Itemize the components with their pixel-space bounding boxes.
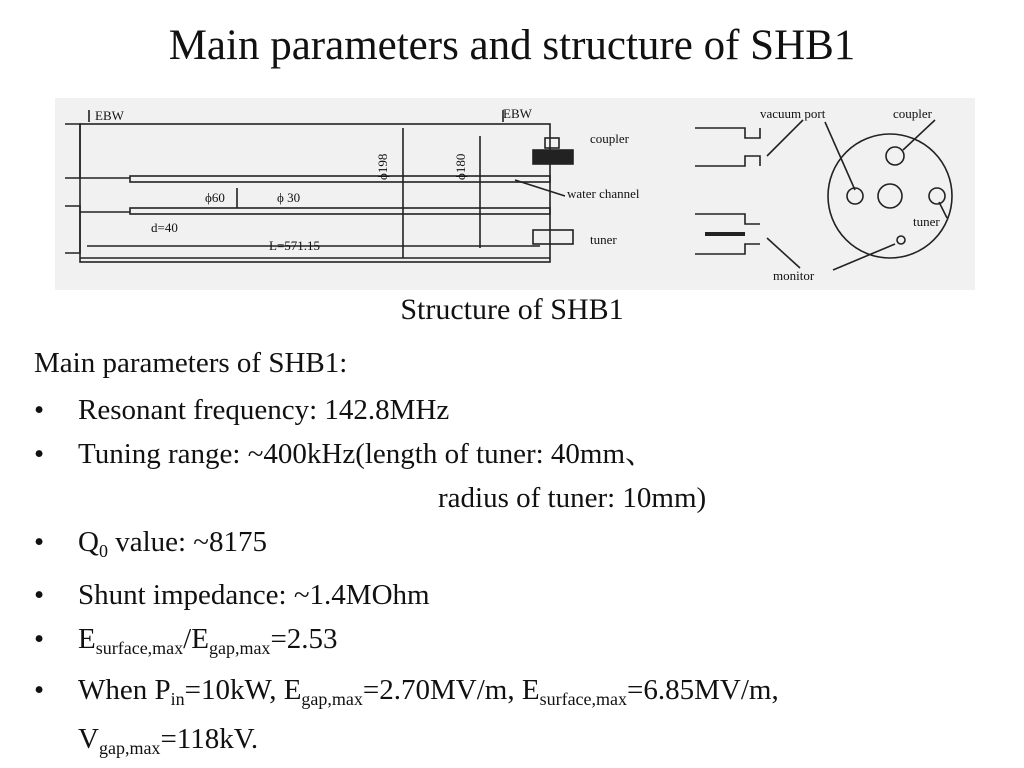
tuner2-label: tuner bbox=[913, 214, 940, 229]
list-item bbox=[34, 520, 1014, 573]
ebw-left-label: EBW bbox=[95, 108, 124, 123]
vacuum-port-label: vacuum port bbox=[760, 106, 826, 121]
tuner-label: tuner bbox=[590, 232, 617, 247]
when-c: =2.70MV/m, E bbox=[362, 674, 540, 706]
when-d: =6.85MV/m, bbox=[627, 674, 779, 706]
q0-value-text: value: ~8175 bbox=[107, 526, 267, 558]
phi30-label: ϕ 30 bbox=[277, 190, 301, 205]
q0-subscript: 0 bbox=[98, 541, 108, 561]
q0-symbol: Q bbox=[78, 526, 99, 558]
monitor-label: monitor bbox=[773, 268, 815, 283]
bullet-icon: • bbox=[34, 579, 45, 611]
list-item bbox=[34, 432, 1014, 520]
when-a: When P bbox=[78, 674, 171, 706]
bullet-icon: • bbox=[34, 394, 45, 426]
bullet-icon: • bbox=[34, 623, 45, 655]
list-item bbox=[34, 388, 1014, 432]
tuning-range-text: Tuning range: ~400kHz(length of tuner: 40mm、 bbox=[78, 438, 655, 470]
bullet-icon: • bbox=[34, 526, 45, 558]
ratio-sub-gap: gap,max bbox=[208, 638, 271, 658]
ratio-sub-surface: surface,max bbox=[95, 638, 184, 658]
when-sub-gap: gap,max bbox=[301, 689, 363, 709]
coupler2-label: coupler bbox=[893, 106, 932, 121]
bullet-icon: • bbox=[34, 674, 45, 706]
figure-caption: Structure of SHB1 bbox=[400, 293, 624, 326]
when-f: =118kV. bbox=[160, 723, 259, 755]
phi198-label: ϕ198 bbox=[375, 153, 390, 180]
frequency-text: Resonant frequency: 142.8MHz bbox=[78, 394, 450, 426]
parameters-heading: Main parameters of SHB1: bbox=[34, 347, 348, 379]
ratio-e1: E bbox=[78, 623, 96, 655]
ebw-right-label: EBW bbox=[503, 106, 532, 121]
bullet-icon: • bbox=[34, 438, 45, 470]
parameter-list bbox=[34, 388, 1014, 768]
coupler-label: coupler bbox=[590, 131, 629, 146]
shunt-impedance-text: Shunt impedance: ~1.4MOhm bbox=[78, 579, 430, 611]
when-sub-surface: surface,max bbox=[539, 689, 628, 709]
when-sub-in: in bbox=[170, 689, 185, 709]
list-item bbox=[34, 617, 1014, 670]
ratio-value: =2.53 bbox=[270, 623, 338, 655]
tuning-range-continuation: radius of tuner: 10mm) bbox=[438, 482, 707, 514]
phi180-label: ϕ180 bbox=[453, 153, 468, 180]
when-e: V bbox=[78, 723, 99, 755]
water-channel-label: water channel bbox=[567, 186, 640, 201]
when-b: =10kW, E bbox=[184, 674, 302, 706]
length-label: L=571.15 bbox=[269, 238, 321, 253]
list-item bbox=[34, 670, 1014, 768]
phi60-label: ϕ60 bbox=[205, 190, 225, 205]
d40-label: d=40 bbox=[151, 220, 178, 235]
structure-drawing bbox=[55, 98, 975, 290]
ratio-mid: /E bbox=[183, 623, 209, 655]
slide-title: Main parameters and structure of SHB1 bbox=[168, 22, 856, 69]
shb1-structure-figure bbox=[55, 98, 975, 290]
when-sub-vgap: gap,max bbox=[98, 738, 161, 758]
list-item bbox=[34, 573, 1014, 617]
